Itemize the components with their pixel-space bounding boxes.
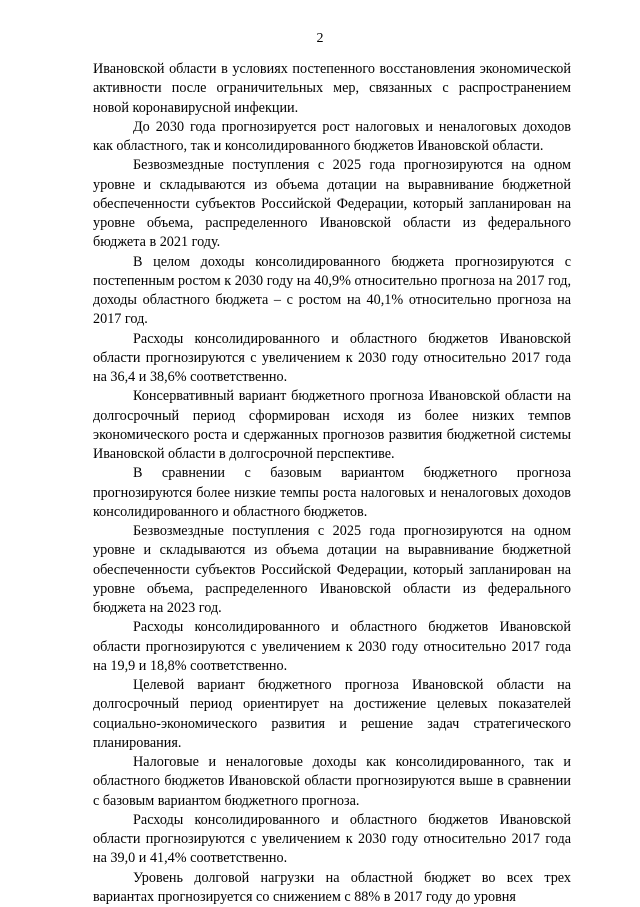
- paragraph-target-variant: Целевой вариант бюджетного прогноза Ивановской области на долгосрочный период ориентирует на достижение целевых показателей социально-экономического развития и решение задач стратегического планирования.: [93, 676, 571, 753]
- paragraph-revenue-growth: До 2030 года прогнозируется рост налоговых и неналоговых доходов как областного, так и консолидированного бюджетов Ивановской области.: [93, 118, 571, 157]
- paragraph-expenses-base: Расходы консолидированного и областного бюджетов Ивановской области прогнозируются с увеличением к 2030 году относительно 2017 года на 36,4 и 38,6% соответственно.: [93, 330, 571, 388]
- paragraph-target-revenue: Налоговые и неналоговые доходы как консолидированного, так и областного бюджетов Ивановской области прогнозируются выше в сравнении с базовым вариантом бюджетного прогноза.: [93, 753, 571, 811]
- paragraph-conservative-comparison: В сравнении с базовым вариантом бюджетного прогноза прогнозируются более низкие темпы роста налоговых и неналоговых доходов консолидированного и областного бюджетов.: [93, 464, 571, 522]
- document-body: [93, 60, 571, 907]
- paragraph-transfers-base: Безвозмездные поступления с 2025 года прогнозируются на одном уровне и складываются из объема дотации на выравнивание бюджетной обеспеченности субъектов Российской Федерации, который запланирован на уровне объема, распределенного Ивановской области из федерального бюджета в 2021 году.: [93, 156, 571, 252]
- paragraph-debt-burden: Уровень долговой нагрузки на областной бюджет во всех трех вариантах прогнозируется со снижением с 88% в 2017 году до уровня: [93, 869, 571, 907]
- paragraph-continuation: Ивановской области в условиях постепенного восстановления экономической активности после ограничительных мер, связанных с распространением новой коронавирусной инфекции.: [93, 60, 571, 118]
- paragraph-transfers-conservative: Безвозмездные поступления с 2025 года прогнозируются на одном уровне и складываются из объема дотации на выравнивание бюджетной обеспеченности субъектов Российской Федерации, который запланирован на уровне объема, распределенного Ивановской области из федерального бюджета на 2023 год.: [93, 522, 571, 618]
- paragraph-conservative-variant: Консервативный вариант бюджетного прогноза Ивановской области на долгосрочный период сформирован исходя из более низких темпов экономического роста и сдержанных прогнозов развития бюджетной системы Ивановской области в долгосрочной перспективе.: [93, 387, 571, 464]
- paragraph-total-revenue-base: В целом доходы консолидированного бюджета прогнозируются с постепенным ростом к 2030 году на 40,9% относительно прогноза на 2017 год, доходы областного бюджета – с ростом на 40,1% относительно прогноза на 2017 год.: [93, 253, 571, 330]
- page-number: 2: [0, 30, 640, 48]
- paragraph-expenses-conservative: Расходы консолидированного и областного бюджетов Ивановской области прогнозируются с увеличением к 2030 году относительно 2017 года на 19,9 и 18,8% соответственно.: [93, 618, 571, 676]
- paragraph-expenses-target: Расходы консолидированного и областного бюджетов Ивановской области прогнозируются с увеличением к 2030 году относительно 2017 года на 39,0 и 41,4% соответственно.: [93, 811, 571, 869]
